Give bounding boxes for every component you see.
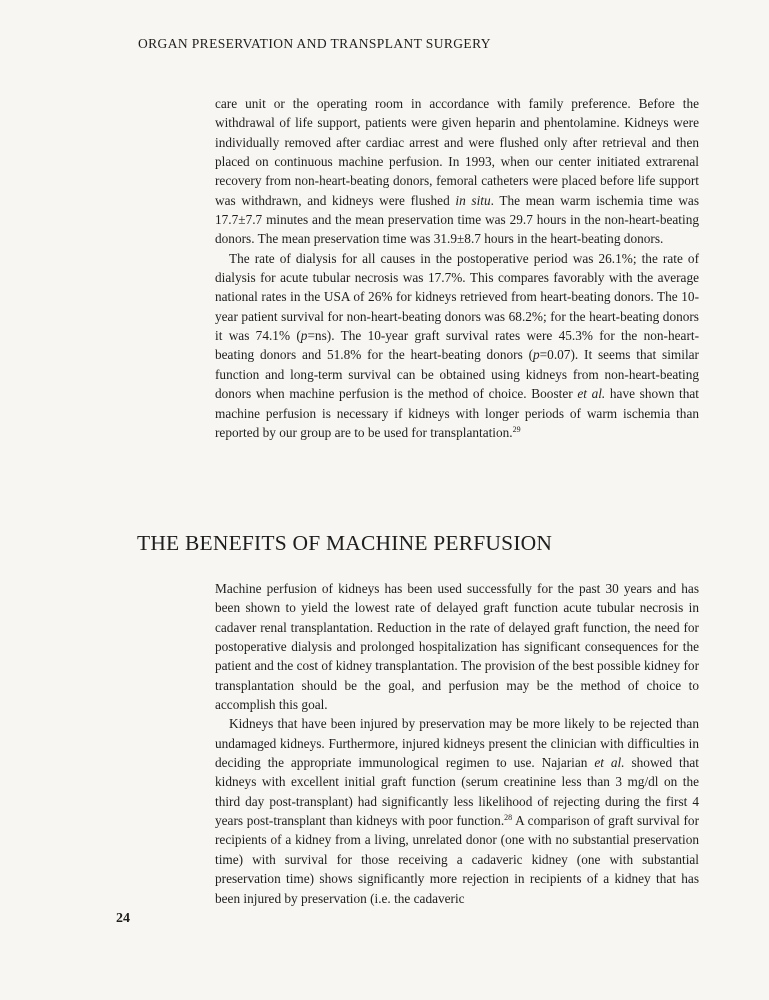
paragraph: The rate of dialysis for all causes in the postoperative period was 26.1%; the rate of dialysis for acute tubular necrosis was 17.7%. This compares favorably with the average national rates in the USA of 26% for kidneys retrieved from heart-beating donors. The 10-year patient survival for non-heart-beating donors was 68.2%; for the heart-beating donors it was 74.1% (p=ns). The 10-year graft survival rates were 45.3% for the non-heart-beating donors and 51.8% for the heart-beating donors (p=0.07). It seems that similar function and long-term survival can be obtained using kidneys from non-heart-beating donors when machine perfusion is the method of choice. Booster et al. have shown that machine perfusion is necessary if kidneys with longer periods of warm ischemia than reported by our group are to be used for transplantation.$^{29}$ xyxy=(215,250,699,440)
body-text-section xyxy=(215,579,699,908)
paragraph: care unit or the operating room in accordance with family preference. Before the withdrawal of life support, patients were given heparin and phentolamine. Kidneys were individually removed after cardiac arrest and were flushed only after retrieval and then placed on continuous machine perfusion. In 1993, when our center initiated extrarenal recovery from non-heart-beating donors, femoral catheters were placed before life support was withdrawn, and kidneys were flushed in situ. The mean warm ischemia time was 17.7±7.7 minutes and the mean preservation time was 29.7 hours in the non-heart-beating donors. The mean preservation time was 31.9±8.7 hours in the heart-beating donors. xyxy=(215,96,700,247)
paragraph: Kidneys that have been injured by preservation may be more likely to be rejected than undamaged kidneys. Furthermore, injured kidneys present the clinician with difficulties in deciding the appropriate immunological regimen to use. Najarian et al. showed that kidneys with excellent initial graft function (serum creatinine less than 3 mg/dl on the third day post-transplant) had significantly less likelihood of rejecting during the first 4 years post-transplant than kidneys with poor function.$^{28}$ A comparison of graft survival for recipients of a kidney from a living, unrelated donor (one with no substantial preservation time) with survival for those receiving a cadaveric kidney (one with substantial preservation time) shows significantly more rejection in recipients of a kidney that has been injured by preservation (i.e. the cadaveric xyxy=(215,716,700,906)
reference-marker: 28 xyxy=(504,813,513,823)
body-text-top xyxy=(215,94,699,442)
page-number: 24 xyxy=(116,911,130,926)
reference-marker: 29 xyxy=(512,424,521,434)
section-heading: THE BENEFITS OF MACHINE PERFUSION xyxy=(137,531,553,555)
running-header: ORGAN PRESERVATION AND TRANSPLANT SURGERY xyxy=(138,36,491,51)
paragraph: Machine perfusion of kidneys has been used successfully for the past 30 years and has been shown to yield the lowest rate of delayed graft function acute tubular necrosis in cadaver renal transplantation. Reduction in the rate of delayed graft function, the need for postoperative dialysis and prolonged hospitalization has significant consequences for the patient and the cost of kidney transplantation. The provision of the best possible kidney for transplantation should be the goal, and perfusion may be the method of choice to accomplish this goal. xyxy=(215,581,699,713)
